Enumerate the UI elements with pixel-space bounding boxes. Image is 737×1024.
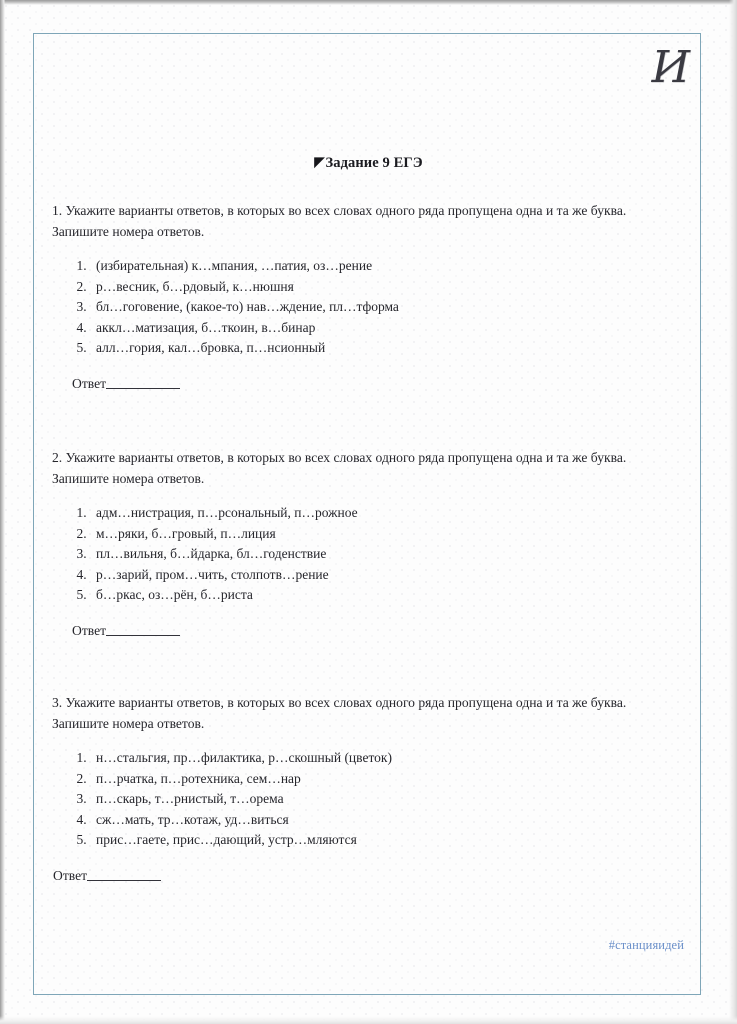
question-block-1 — [52, 200, 682, 392]
answer-blank-field[interactable] — [87, 867, 161, 881]
answer-blank-field[interactable] — [106, 622, 180, 636]
list-item: 3. п…скарь, т…рнистый, т…орема — [90, 789, 682, 810]
answer-options-list-1 — [52, 256, 682, 359]
list-item: 4. р…зарий, пром…чить, столпотв…рение — [90, 565, 682, 586]
question-prompt: 3. Укажите варианты ответов, в которых во всех словах одного ряда пропущена одна и та же буква. Запишите номера ответов. — [52, 695, 627, 732]
footer-hashtag: #станцияидей — [608, 938, 684, 952]
list-item: 4. аккл…матизация, б…ткоин, в…бинар — [90, 318, 682, 339]
list-item: 3. пл…вильня, б…йдарка, бл…годенствие — [90, 544, 682, 565]
answer-label: Ответ — [72, 375, 107, 391]
answer-options-list-3 — [52, 748, 682, 851]
list-item: 3. бл…гоговение, (какое-то) нав…ждение, пл…тформа — [90, 297, 682, 318]
page-title — [0, 155, 737, 172]
page-edge-left — [0, 0, 5, 1024]
list-item: 5. прис…гаете, прис…дающий, устр…мляются — [90, 830, 682, 851]
list-item: 1. адм…нистрация, п…рсональный, п…рожное — [90, 503, 682, 524]
question-block-2 — [52, 447, 682, 639]
list-item: 4. сж…мать, тр…котаж, уд…виться — [90, 810, 682, 831]
page-title-text: Задание 9 ЕГЭ — [325, 155, 423, 171]
answer-label: Ответ — [72, 622, 107, 638]
page-edge-right — [727, 0, 737, 1024]
list-item: 5. алл…гория, кал…бровка, п…нсионный — [90, 338, 682, 359]
list-item: 1. н…стальгия, пр…филактика, р…скошный (цветок) — [90, 748, 682, 769]
answer-line-2 — [52, 622, 682, 639]
answer-label: Ответ — [53, 867, 88, 883]
page-edge-bottom — [0, 1016, 737, 1024]
question-prompt: 1. Укажите варианты ответов, в которых во всех словах одного ряда пропущена одна и та же буква. Запишите номера ответов. — [52, 203, 627, 240]
list-item: 2. м…ряки, б…гровый, п…лиция — [90, 524, 682, 545]
list-item: 2. р…весник, б…рдовый, к…нюшня — [90, 277, 682, 298]
monogram-logo: И — [651, 42, 689, 93]
answer-line-1 — [52, 375, 682, 392]
list-item: 2. п…рчатка, п…ротехника, сем…нар — [90, 769, 682, 790]
question-block-3 — [52, 692, 682, 884]
list-item: 5. б…ркас, оз…рён, б…риста — [90, 585, 682, 606]
list-item: 1. (избирательная) к…мпания, …патия, оз…рение — [90, 256, 682, 277]
question-prompt: 2. Укажите варианты ответов, в которых во всех словах одного ряда пропущена одна и та же буква. Запишите номера ответов. — [52, 450, 627, 487]
page-edge-top — [0, 0, 737, 5]
answer-blank-field[interactable] — [106, 375, 180, 389]
pencil-marker-icon: ◤ — [314, 154, 325, 169]
answer-line-3 — [52, 867, 682, 884]
answer-options-list-2 — [52, 503, 682, 606]
